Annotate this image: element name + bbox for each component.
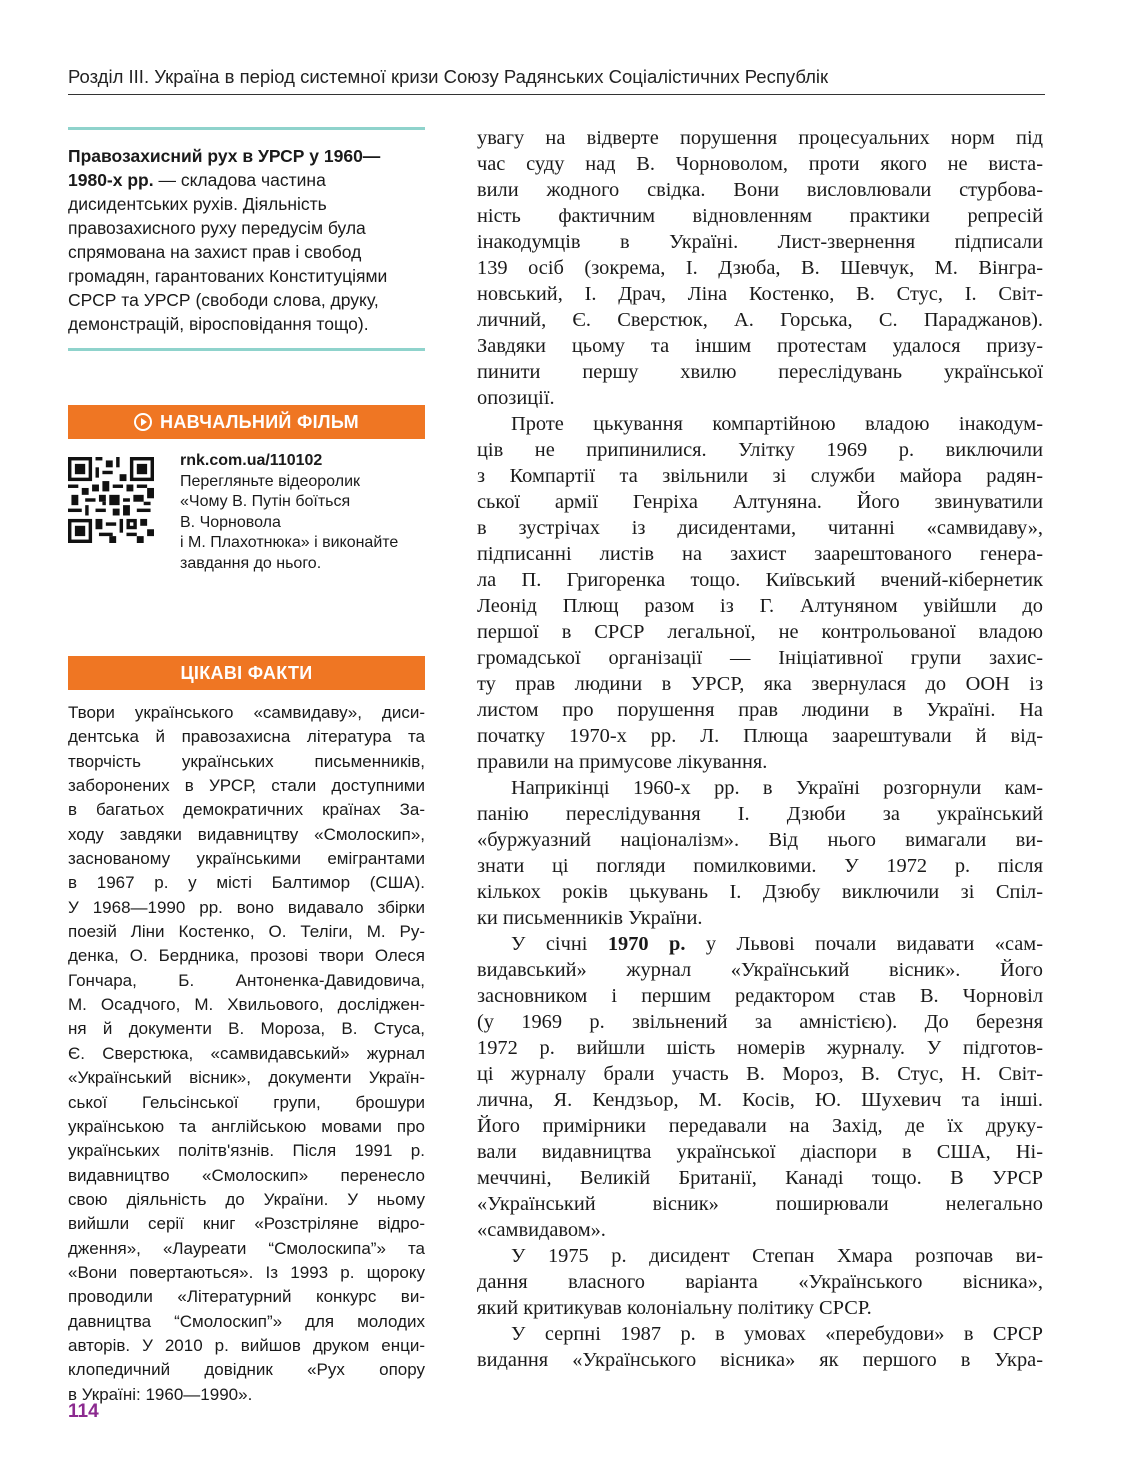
paragraph	[477, 1321, 1043, 1373]
definition-text: — складова частина дисидентських рухів. Діяльність правозахисного руху передусім була спрямована на захист прав і свобод громадян, гарантованих Конституціями СРСР та УРСР (свободи слова, друку, демонстрацій, віросповідання тощо).	[68, 170, 388, 334]
facts-line: видавництво «Смолоскип» перенесло	[68, 1165, 425, 1185]
paragraph-line: правили на примусове лікування.	[477, 751, 768, 773]
facts-line: давництва “Смолоскип”» для молодих	[68, 1311, 425, 1331]
line-text: у Львові почали видавати «сам-	[685, 933, 1043, 955]
paragraph-line: «буржуазний націоналізм». Від нього вимагали ви-	[477, 829, 1043, 851]
facts-line: ходу завдяки видавництву «Смолоскип»,	[68, 824, 425, 844]
facts-line: заснованому українськими емігрантами	[68, 849, 425, 869]
paragraph-line: вали видавництва української діаспори в США, Ні-	[477, 1141, 1043, 1163]
facts-line: дентська й правозахисна література та	[68, 727, 425, 747]
paragraph-line: У серпні 1987 р. в умовах «перебудови» в СРСР	[511, 1323, 1043, 1345]
paragraph-line: ці журналу брали участь В. Мороз, В. Стус, Н. Світ-	[477, 1063, 1043, 1085]
facts-line: поезій Ліни Костенко, О. Теліги, М. Ру-	[68, 922, 425, 942]
facts-line: денка, О. Бердника, прозові твори Олеся	[68, 946, 425, 966]
facts-line: в 1967 р. у місті Балтимор (США).	[68, 873, 425, 893]
paragraph-line: засновником і першим редактором став В. Чорновіл	[477, 985, 1043, 1007]
page-number: 114	[68, 1401, 99, 1422]
paragraph-line: опозиції.	[477, 387, 555, 409]
film-line: В. Чорновола	[180, 513, 281, 531]
paragraph-line: Завдяки цьому та іншим протестам удалося призу-	[477, 335, 1043, 357]
film-line: і М. Плахотнюка» і виконайте	[180, 534, 399, 551]
paragraph-line: Його примірники передавали на Захід, де їх друку-	[477, 1115, 1043, 1137]
paragraph-line: 139 осіб (зокрема, І. Дзюба, В. Шевчук, М. Вінгра-	[477, 257, 1043, 279]
qr-code-icon[interactable]	[68, 457, 154, 543]
facts-text	[68, 701, 425, 1407]
paragraph-line: лична, Я. Кендзьор, М. Косів, Ю. Шухевич та інші.	[477, 1089, 1043, 1111]
paragraph-line: видання «Українського вісника» як першого в Укра-	[477, 1349, 1043, 1371]
facts-line: в багатьох демократичних країнах За-	[68, 800, 425, 820]
paragraph-line: 1972 р. вийшли шість номерів журналу. У підготов-	[477, 1037, 1043, 1059]
paragraph-line: підписанні листів на захист заарештованого генера-	[477, 543, 1043, 565]
paragraph-line: ської армії Генріха Алтуняна. Його звинуватили	[477, 491, 1043, 513]
facts-line: в Україні: 1960—1990».	[68, 1384, 253, 1404]
paragraph	[477, 125, 1043, 411]
film-link[interactable]: rnk.com.ua/110102	[180, 452, 323, 469]
paragraph-line: ла П. Григоренка тощо. Київський вчений-кібернетик	[477, 569, 1043, 591]
paragraph-line: громадської організації — Ініціативної групи захис-	[477, 647, 1043, 669]
paragraph-line: видавський» журнал «Український вісник». Його	[477, 959, 1043, 981]
paragraph-line: ців не припинилися. Улітку 1969 р. виключили	[477, 439, 1043, 461]
paragraph-line: меччині, Великій Британії, Канаді тощо. В УРСР	[477, 1167, 1043, 1189]
paragraph-line: листом про порушення прав людини в Україні. На	[477, 699, 1043, 721]
facts-line: «Український вісник», документи Україн-	[68, 1068, 425, 1088]
facts-line: проводили «Літературний конкурс ви-	[68, 1287, 425, 1307]
paragraph-line: «Український вісник» поширювали нелегально	[477, 1193, 1043, 1215]
paragraph-line: пинити першу хвилю переслідувань української	[477, 361, 1043, 383]
definition-bottom-rule	[68, 348, 425, 351]
paragraph-line: кількох років цькувань І. Дзюбу виключили зі Спіл-	[477, 881, 1043, 903]
paragraph-line: в зустрічах із дисидентами, читанні «самвидаву»,	[477, 517, 1043, 539]
paragraph-line: з Компартії та звільнили зі служби майора радян-	[477, 465, 1043, 487]
facts-line: українських політв'язнів. Після 1991 р.	[68, 1141, 425, 1161]
line-text: У січні	[511, 933, 608, 955]
film-line: Перегляньте відеоролик	[180, 472, 360, 490]
definition-term: Правозахисний рух в УРСР у 1960—1980-х рр.	[68, 146, 381, 190]
bold-date: 1970 р.	[607, 933, 686, 955]
facts-line: свою діяльність до України. У ньому	[68, 1189, 425, 1209]
paragraph-line: час суду над В. Чорноволом, проти якого не виста-	[477, 153, 1043, 175]
play-circle-icon	[134, 413, 152, 431]
facts-line: Є. Сверстюка, «самвидавський» журнал	[68, 1043, 425, 1063]
facts-line: вийшли серії книг «Розстріляне відро-	[68, 1214, 425, 1234]
paragraph-line: личний, Є. Сверстюк, А. Горська, С. Параджанов).	[477, 309, 1043, 331]
paragraph-line: ту прав людини в УРСР, яка звернулася до ООН із	[477, 673, 1043, 695]
paragraph-line: У 1975 р. дисидент Степан Хмара розпочав ви-	[511, 1245, 1043, 1267]
facts-line: українською та англійською мовами про	[68, 1116, 425, 1136]
paragraph-line	[477, 931, 1043, 957]
film-heading: НАВЧАЛЬНИЙ ФІЛЬМ	[160, 412, 359, 432]
paragraph	[477, 411, 1043, 775]
facts-line: Твори українського «самвидаву», диси-	[68, 703, 425, 722]
paragraph-line: дання власного варіанта «Українського вісника»,	[477, 1271, 1043, 1293]
paragraph-line: панію переслідування І. Дзюби за український	[477, 803, 1043, 825]
paragraph-line: знати ці погляди помилковими. У 1972 р. після	[477, 855, 1043, 877]
paragraph-line: Проте цькування компартійною владою інакодум-	[511, 413, 1043, 435]
facts-line: ня й документи В. Мороза, В. Стуса,	[68, 1019, 425, 1039]
facts-line: клопедичний довідник «Рух опору	[68, 1360, 425, 1380]
paragraph-line: інакодумців в Україні. Лист-звернення підписали	[477, 231, 1043, 253]
film-text	[180, 451, 398, 574]
film-line: «Чому В. Путін боїться	[180, 493, 351, 510]
film-heading-bar	[68, 405, 425, 439]
paragraph-line: «самвидавом».	[477, 1219, 606, 1241]
chapter-header: Розділ ІІІ. Україна в період системної кризи Союзу Радянських Соціалістичних Республік	[68, 64, 1045, 95]
facts-line: заборонених в УРСР, стали доступними	[68, 776, 425, 796]
paragraph	[477, 775, 1043, 931]
paragraph-line: який критикував колоніальну політику СРСР.	[477, 1297, 872, 1319]
paragraph-line: Наприкінці 1960-х рр. в Україні розгорнули кам-	[511, 777, 1043, 799]
definition-box	[68, 130, 425, 348]
facts-heading: ЦІКАВІ ФАКТИ	[180, 663, 313, 683]
facts-heading-bar	[68, 656, 425, 690]
facts-line: Гончара, Б. Антоненка-Давидовича,	[68, 970, 425, 990]
paragraph-line: початку 1970-х рр. Л. Плюща заарештували й від-	[477, 725, 1043, 747]
paragraph-line: ки письменників України.	[477, 907, 703, 929]
facts-line: У 1968—1990 рр. воно видавало збірки	[68, 897, 425, 917]
paragraph-line: (у 1969 р. звільнений за амністією). До березня	[477, 1011, 1043, 1033]
main-text	[477, 125, 1043, 1373]
facts-line: творчість українських письменників,	[68, 751, 425, 771]
facts-line: М. Осадчого, М. Хвильового, досліджен-	[68, 995, 425, 1015]
facts-line: дження», «Лауреати “Смолоскипа”» та	[68, 1238, 425, 1258]
paragraph	[477, 931, 1043, 1243]
sidebar	[68, 127, 425, 1407]
paragraph-line: вили жодного свідка. Вони висловлювали стурбова-	[477, 179, 1043, 201]
film-line: завдання до нього.	[180, 554, 322, 572]
paragraph-line: першої в СРСР легальної, не контрольованої владою	[477, 621, 1043, 643]
facts-line: «Вони повертаються». Із 1993 р. щороку	[68, 1262, 425, 1282]
paragraph	[477, 1243, 1043, 1321]
paragraph-line: новський, І. Драч, Ліна Костенко, В. Стус, І. Світ-	[477, 283, 1043, 305]
facts-line: ської Гельсінської групи, брошури	[68, 1092, 425, 1112]
paragraph-line: ність фактичним відновленням практики репресій	[477, 205, 1043, 227]
facts-line: авторів. У 2010 р. вийшов друком енци-	[68, 1335, 425, 1355]
paragraph-line: увагу на відверте порушення процесуальних норм під	[477, 127, 1043, 149]
paragraph-line: Леонід Плющ разом із Г. Алтуняном увійшли до	[477, 595, 1043, 617]
film-box	[68, 451, 425, 574]
